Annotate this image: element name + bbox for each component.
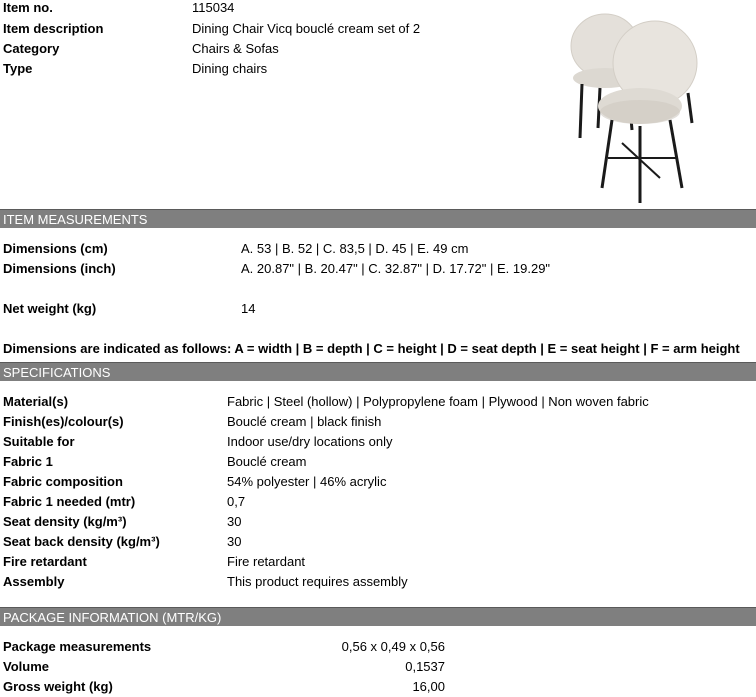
spec-value-suitable-for: Indoor use/dry locations only: [227, 434, 393, 449]
dimensions-cm-label: Dimensions (cm): [3, 241, 108, 256]
spec-label-seat-back-density: Seat back density (kg/m³): [3, 534, 160, 549]
package-measurements-label: Package measurements: [3, 639, 152, 654]
spec-label-materials: Material(s): [3, 394, 69, 409]
spec-value-fabric-needed: 0,7: [227, 494, 246, 509]
net-weight-value: 14: [241, 301, 256, 316]
net-weight-label: Net weight (kg): [3, 301, 97, 316]
spec-value-seat-density: 30: [227, 514, 242, 529]
spec-value-fabric-1: Bouclé cream: [227, 454, 307, 469]
spec-label-fabric-composition: Fabric composition: [3, 474, 123, 489]
item-no-value: 115034: [192, 0, 235, 15]
item-description-value: Dining Chair Vicq bouclé cream set of 2: [192, 21, 421, 36]
item-description-label: Item description: [3, 21, 104, 36]
spec-value-fire-retardant: Fire retardant: [227, 554, 306, 569]
dimensions-inch-label: Dimensions (inch): [3, 261, 116, 276]
category-label: Category: [3, 41, 60, 56]
type-value: Dining chairs: [192, 61, 268, 76]
spec-value-fabric-composition: 54% polyester | 46% acrylic: [227, 474, 387, 489]
spec-value-materials: Fabric | Steel (hollow) | Polypropylene foam | Plywood | Non woven fabric: [227, 394, 649, 409]
item-no-label: Item no.: [3, 0, 53, 15]
spec-label-assembly: Assembly: [3, 574, 65, 589]
type-label: Type: [3, 61, 33, 76]
volume-value: 0,1537: [405, 659, 445, 674]
package-information-header: PACKAGE INFORMATION (MTR/KG): [0, 607, 756, 626]
dimensions-cm-value: A. 53 | B. 52 | C. 83,5 | D. 45 | E. 49 cm: [241, 241, 469, 256]
spec-label-fabric-needed: Fabric 1 needed (mtr): [3, 494, 136, 509]
spec-label-fire-retardant: Fire retardant: [3, 554, 87, 569]
spec-label-suitable-for: Suitable for: [3, 434, 75, 449]
package-measurements-value: 0,56 x 0,49 x 0,56: [341, 639, 445, 654]
spec-label-finish: Finish(es)/colour(s): [3, 414, 124, 429]
specifications-header: SPECIFICATIONS: [0, 362, 756, 381]
spec-value-assembly: This product requires assembly: [227, 574, 408, 589]
spec-label-seat-density: Seat density (kg/m³): [3, 514, 127, 529]
dimensions-inch-value: A. 20.87" | B. 20.47" | C. 32.87" | D. 17.72" | E. 19.29": [241, 261, 551, 276]
spec-value-finish: Bouclé cream | black finish: [227, 414, 382, 429]
spec-label-fabric-1: Fabric 1: [3, 454, 53, 469]
item-measurements-header: ITEM MEASUREMENTS: [0, 209, 756, 228]
spec-value-seat-back-density: 30: [227, 534, 242, 549]
dining-chair-pair-image: [560, 8, 710, 203]
gross-weight-label: Gross weight (kg): [3, 679, 113, 694]
volume-label: Volume: [3, 659, 49, 674]
category-value: Chairs & Sofas: [192, 41, 279, 56]
gross-weight-value: 16,00: [412, 679, 445, 694]
dimensions-legend-note: Dimensions are indicated as follows: A = width | B = depth | C = height | D = seat depth | E = seat height | F = arm height: [3, 341, 740, 356]
